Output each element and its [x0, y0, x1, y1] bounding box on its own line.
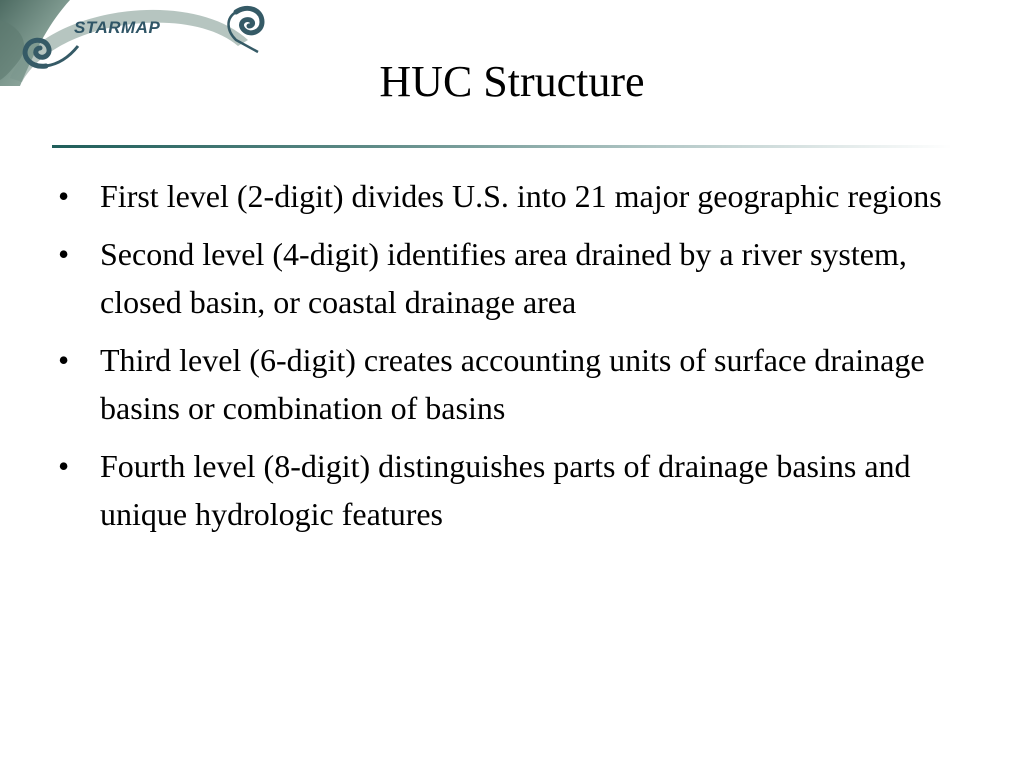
bullet-text: Second level (4-digit) identifies area drained by a river system, closed basin, or coastal drainage area: [100, 236, 907, 320]
bullet-text: First level (2-digit) divides U.S. into 21 major geographic regions: [100, 178, 942, 214]
bullet-item: [58, 172, 958, 220]
bullet-item: [58, 442, 958, 538]
bullet-text: Third level (6-digit) creates accounting units of surface drainage basins or combination of basins: [100, 342, 925, 426]
title-divider: [52, 145, 952, 148]
bullet-icon: •: [58, 342, 70, 378]
bullet-text: Fourth level (8-digit) distinguishes parts of drainage basins and unique hydrologic features: [100, 448, 911, 532]
bullet-item: [58, 230, 958, 326]
slide-title: HUC Structure: [379, 57, 645, 106]
bullet-list: [58, 172, 958, 548]
bullet-icon: •: [58, 178, 70, 214]
bullet-icon: •: [58, 448, 70, 484]
bullet-icon: •: [58, 236, 70, 272]
bullet-item: [58, 336, 958, 432]
logo-wordmark: STARMAP: [74, 18, 161, 37]
